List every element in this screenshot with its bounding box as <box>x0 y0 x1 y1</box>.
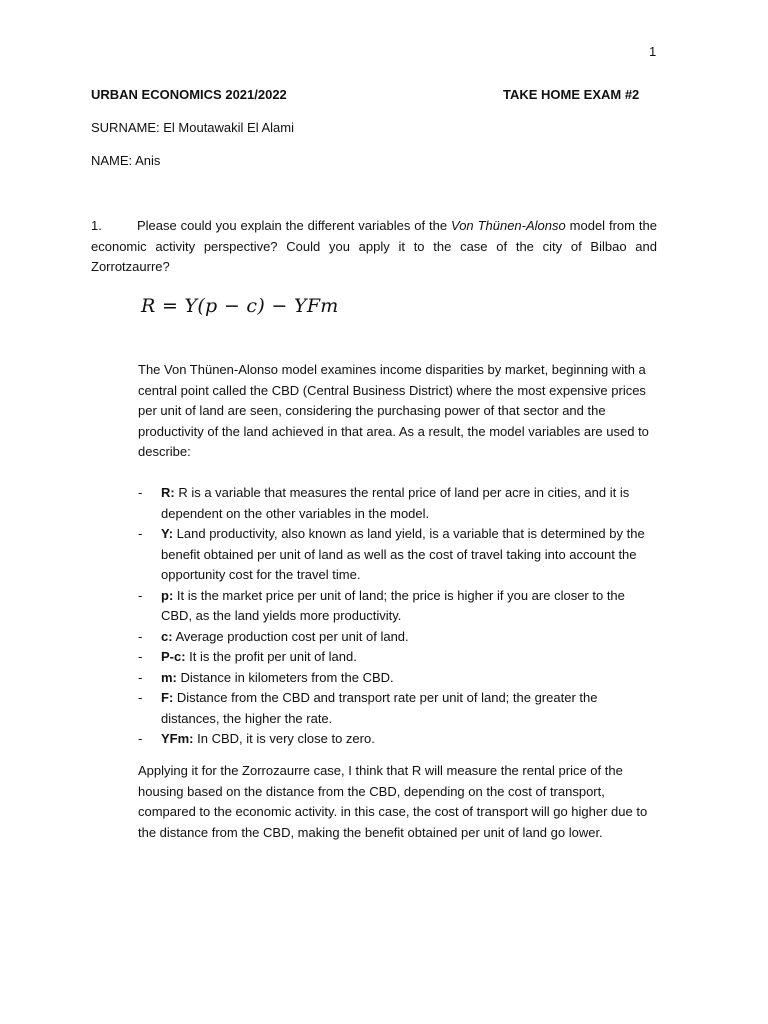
bullet-dash: - <box>138 587 143 603</box>
variable-description: Distance in kilometers from the CBD. <box>176 669 394 685</box>
variable-item <box>138 524 658 586</box>
bullet-dash: - <box>138 485 143 500</box>
variable-term: YFm: <box>161 731 194 746</box>
variable-term: P-c: <box>161 649 186 664</box>
page-number: 1 <box>649 44 657 59</box>
variable-term: F: <box>161 690 174 705</box>
bullet-dash: - <box>138 669 143 685</box>
variable-item <box>138 586 658 627</box>
variable-description: Distance from the CBD and transport rate per unit of land; the greater the distances, the higher the rate. <box>161 690 598 726</box>
bullet-dash: - <box>138 649 143 664</box>
exam-title: TAKE HOME EXAM #2 <box>503 87 640 102</box>
variable-term: p: <box>161 587 174 603</box>
surname-line: SURNAME: El Moutawakil El Alami <box>91 120 294 135</box>
course-title: URBAN ECONOMICS 2021/2022 <box>91 87 287 102</box>
question-1 <box>91 216 657 278</box>
question-text-before: Please could you explain the different variables of the <box>137 218 451 233</box>
name-line: NAME: Anis <box>91 153 161 168</box>
question-text-after: model from the economic activity perspective? Could you apply it to the case of the city of Bilbao and Zorrotzaurre? <box>91 218 657 274</box>
variable-item <box>138 668 658 689</box>
variable-description: It is the market price per unit of land; the price is higher if you are closer to the CBD, as the land yields more productivity. <box>161 587 625 623</box>
bullet-dash: - <box>138 628 143 644</box>
variable-term: Y: <box>161 526 174 541</box>
variable-item <box>138 688 658 729</box>
variable-item <box>138 647 658 668</box>
variable-item <box>138 483 658 524</box>
question-number: 1. <box>91 218 102 233</box>
model-equation: R = Y(p − c) − YFm <box>141 295 339 317</box>
variable-term: c: <box>161 628 173 644</box>
bullet-dash: - <box>138 526 143 541</box>
variable-term: m: <box>161 669 177 685</box>
variable-item <box>138 729 658 750</box>
application-paragraph: Applying it for the Zorrozaurre case, I think that R will measure the rental price of the housing based on the distance from the CBD, depending on the cost of transport, compared to the economic activity. in this case, the cost of transport will go higher due to the distance from the CBD, making the benefit obtained per unit of land go lower. <box>138 763 648 840</box>
variable-description: Land productivity, also known as land yield, is a variable that is determined by the benefit obtained per unit of land as well as the cost of travel taking into account the opportunity cost for the travel time. <box>161 526 645 582</box>
bullet-dash: - <box>138 690 143 705</box>
variable-item <box>138 627 658 648</box>
variable-description: R is a variable that measures the rental price of land per acre in cities, and it is dependent on the other variables in the model. <box>161 485 630 521</box>
intro-paragraph: The Von Thünen-Alonso model examines income disparities by market, beginning with a central point called the CBD (Central Business District) where the most expensive prices per unit of land are seen, considering the purchasing power of that sector and the productivity of the land achieved in that area. As a result, the model variables are used to describe: <box>138 362 649 459</box>
model-name: Von Thünen-Alonso <box>451 218 566 233</box>
variables-list <box>138 483 658 750</box>
variable-description: Average production cost per unit of land. <box>172 628 409 644</box>
variable-description: It is the profit per unit of land. <box>185 649 357 664</box>
variable-term: R: <box>161 485 175 500</box>
bullet-dash: - <box>138 731 143 746</box>
variable-description: In CBD, it is very close to zero. <box>193 731 375 746</box>
